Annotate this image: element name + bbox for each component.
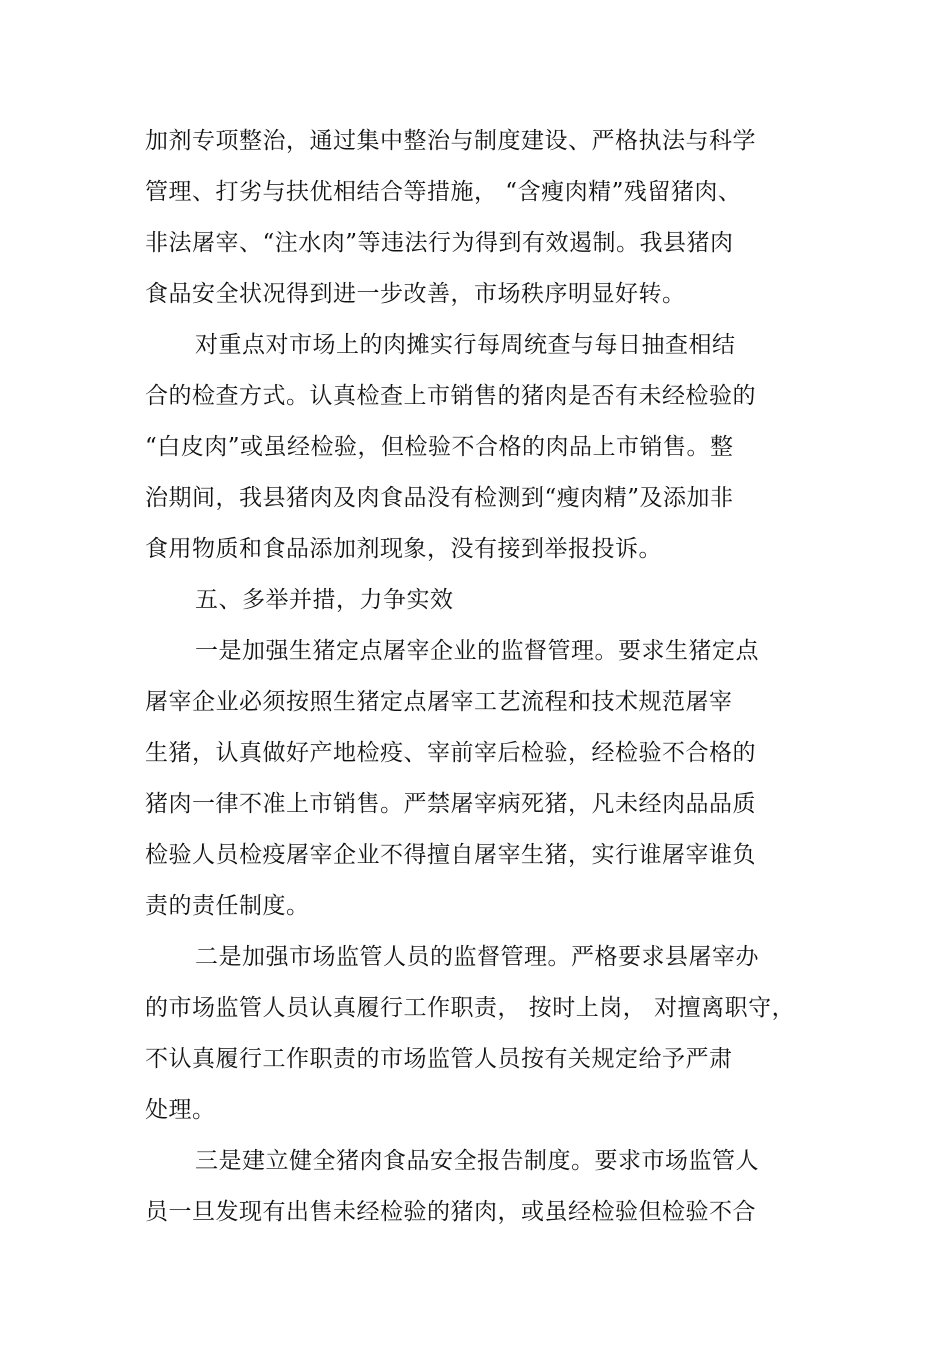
text-line: 食用物质和食品添加剂现象，没有接到举报投诉。: [145, 536, 662, 562]
text-line: 管理、打劣与扶优相结合等措施， “含瘦肉精”残留猪肉、: [145, 179, 742, 205]
text-line: 一是加强生猪定点屠宰企业的监督管理。要求生猪定点: [195, 638, 759, 664]
text-line: 屠宰企业必须按照生猪定点屠宰工艺流程和技术规范屠宰: [145, 689, 733, 715]
text-line: 检验人员检疫屠宰企业不得擅自屠宰生猪，实行谁屠宰谁负: [145, 842, 756, 868]
text-line: 的市场监管人员认真履行工作职责， 按时上岗， 对擅离职守，: [145, 995, 796, 1021]
text-line: “白皮肉”或虽经检验，但检验不合格的肉品上市销售。整: [145, 434, 734, 460]
text-line: 对重点对市场上的肉摊实行每周统查与每日抽查相结: [195, 332, 736, 358]
text-line: 责的责任制度。: [145, 893, 310, 919]
text-line: 食品安全状况得到进一步改善，市场秩序明显好转。: [145, 281, 686, 307]
text-line: 加剂专项整治，通过集中整治与制度建设、严格执法与科学: [145, 128, 756, 154]
section-heading: 五、多举并措，力争实效: [195, 587, 454, 613]
text-line: 合的检查方式。认真检查上市销售的猪肉是否有未经检验的: [145, 383, 756, 409]
text-line: 非法屠宰、“注水肉”等违法行为得到有效遏制。我县猪肉: [145, 230, 734, 256]
text-line: 员一旦发现有出售未经检验的猪肉，或虽经检验但检验不合: [145, 1199, 756, 1225]
text-line: 不认真履行工作职责的市场监管人员按有关规定给予严肃: [145, 1046, 733, 1072]
text-line: 三是建立健全猪肉食品安全报告制度。要求市场监管人: [195, 1148, 759, 1174]
text-line: 生猪，认真做好产地检疫、宰前宰后检验，经检验不合格的: [145, 740, 756, 766]
text-line: 处理。: [145, 1097, 216, 1123]
text-line: 猪肉一律不准上市销售。严禁屠宰病死猪，凡未经肉品品质: [145, 791, 756, 817]
text-line: 治期间，我县猪肉及肉食品没有检测到“瘦肉精”及添加非: [145, 485, 734, 511]
text-line: 二是加强市场监管人员的监督管理。严格要求县屠宰办: [195, 944, 759, 970]
